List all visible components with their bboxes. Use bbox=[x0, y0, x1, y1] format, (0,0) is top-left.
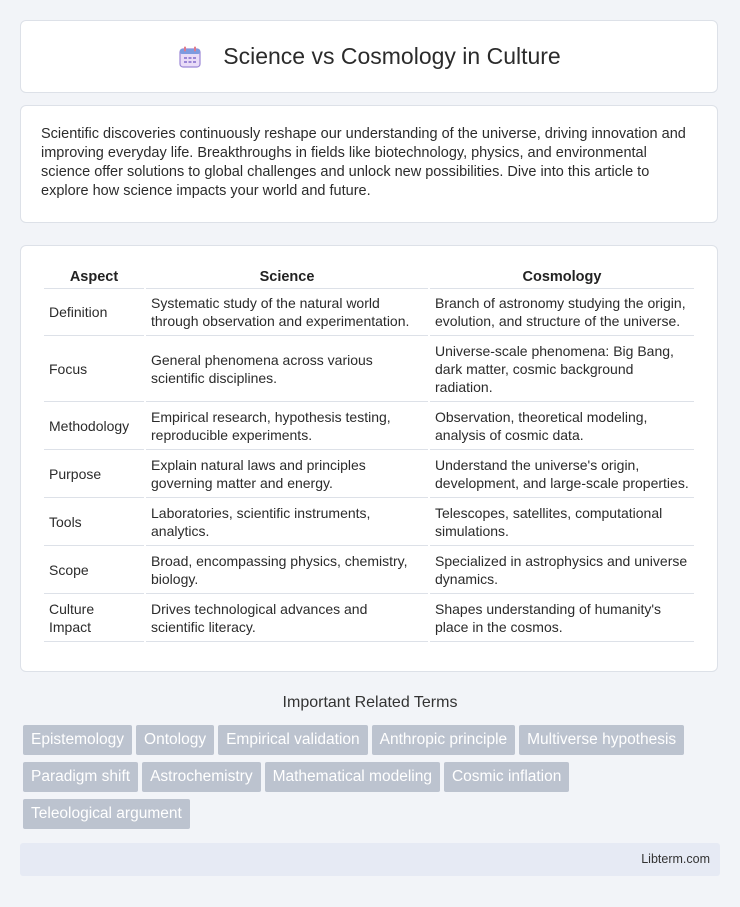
aspect-cell: Focus bbox=[44, 336, 144, 402]
related-term-tag[interactable]: Mathematical modeling bbox=[265, 762, 440, 792]
science-cell: Drives technological advances and scientific literacy. bbox=[146, 594, 428, 642]
aspect-cell: Culture Impact bbox=[44, 594, 144, 642]
cosmology-cell: Telescopes, satellites, computational simulations. bbox=[430, 498, 694, 546]
calendar-icon bbox=[177, 44, 203, 70]
aspect-cell: Scope bbox=[44, 546, 144, 594]
page-title: Science vs Cosmology in Culture bbox=[223, 43, 561, 69]
title-card bbox=[20, 20, 718, 93]
science-cell: Empirical research, hypothesis testing, reproducible experiments. bbox=[146, 402, 428, 450]
related-term-tag[interactable]: Anthropic principle bbox=[372, 725, 516, 755]
related-term-tag[interactable]: Epistemology bbox=[23, 725, 132, 755]
column-header-science: Science bbox=[146, 266, 428, 289]
column-header-cosmology: Cosmology bbox=[430, 266, 694, 289]
cosmology-cell: Specialized in astrophysics and universe dynamics. bbox=[430, 546, 694, 594]
table-row bbox=[44, 498, 694, 546]
table-header-row bbox=[44, 266, 694, 289]
cosmology-cell: Observation, theoretical modeling, analysis of cosmic data. bbox=[430, 402, 694, 450]
aspect-cell: Purpose bbox=[44, 450, 144, 498]
science-cell: Broad, encompassing physics, chemistry, biology. bbox=[146, 546, 428, 594]
cosmology-cell: Universe-scale phenomena: Big Bang, dark matter, cosmic background radiation. bbox=[430, 336, 694, 402]
related-term-tag[interactable]: Ontology bbox=[136, 725, 214, 755]
column-header-aspect: Aspect bbox=[44, 266, 144, 289]
intro-text: Scientific discoveries continuously reshape our understanding of the universe, driving innovation and improving everyday life. Breakthroughs in fields like biotechnology, physics, and environmental science offer solutions to global challenges and unlock new possibilities. Dive into this article to explore how science impacts your world and future. bbox=[41, 126, 686, 199]
cosmology-cell: Shapes understanding of humanity's place in the cosmos. bbox=[430, 594, 694, 642]
intro-card bbox=[20, 105, 718, 223]
aspect-cell: Methodology bbox=[44, 402, 144, 450]
related-term-tag[interactable]: Empirical validation bbox=[218, 725, 368, 755]
table-row bbox=[44, 289, 694, 336]
related-term-tag[interactable]: Multiverse hypothesis bbox=[519, 725, 684, 755]
related-terms-heading: Important Related Terms bbox=[282, 694, 458, 711]
related-terms-list bbox=[23, 725, 723, 836]
science-cell: Explain natural laws and principles governing matter and energy. bbox=[146, 450, 428, 498]
table-row bbox=[44, 402, 694, 450]
science-cell: Systematic study of the natural world through observation and experimentation. bbox=[146, 289, 428, 336]
comparison-table bbox=[42, 266, 696, 642]
aspect-cell: Definition bbox=[44, 289, 144, 336]
related-term-tag[interactable]: Paradigm shift bbox=[23, 762, 138, 792]
aspect-cell: Tools bbox=[44, 498, 144, 546]
table-row bbox=[44, 594, 694, 642]
table-row bbox=[44, 450, 694, 498]
table-row bbox=[44, 336, 694, 402]
table-row bbox=[44, 546, 694, 594]
footer bbox=[20, 843, 720, 876]
footer-site-link[interactable]: Libterm.com bbox=[641, 852, 710, 866]
science-cell: Laboratories, scientific instruments, analytics. bbox=[146, 498, 428, 546]
related-term-tag[interactable]: Cosmic inflation bbox=[444, 762, 569, 792]
comparison-card bbox=[20, 245, 718, 672]
related-term-tag[interactable]: Astrochemistry bbox=[142, 762, 261, 792]
title-wrap bbox=[177, 43, 560, 70]
related-term-tag[interactable]: Teleological argument bbox=[23, 799, 190, 829]
science-cell: General phenomena across various scientific disciplines. bbox=[146, 336, 428, 402]
cosmology-cell: Understand the universe's origin, development, and large-scale properties. bbox=[430, 450, 694, 498]
cosmology-cell: Branch of astronomy studying the origin, evolution, and structure of the universe. bbox=[430, 289, 694, 336]
